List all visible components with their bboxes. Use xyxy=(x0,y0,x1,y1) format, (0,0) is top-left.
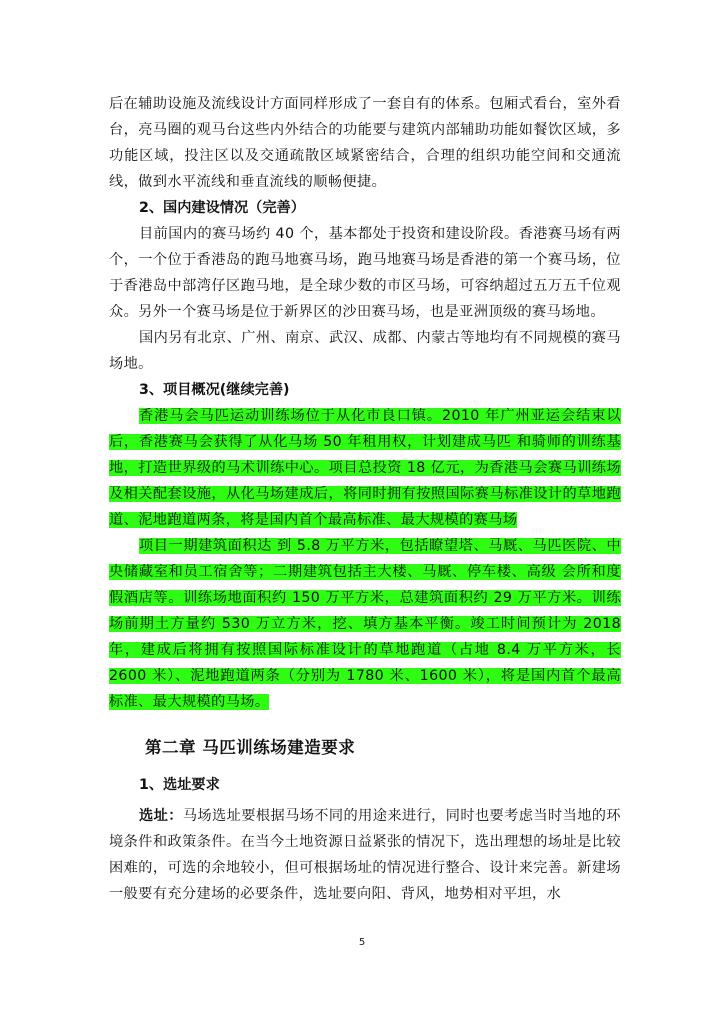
highlighted-paragraph-phases xyxy=(109,533,621,715)
paragraph-facilities: 后在辅助设施及流线设计方面同样形成了一套自有的体系。包厢式看台，室外看台，亮马圈的观马台这些内外结合的功能要与建筑内部辅助功能如餐饮区域，多功能区域，投注区以及交通疏散区域紧密结合，合理的组织功能空间和交通流线，做到水平流线和垂直流线的顺畅便捷。 xyxy=(109,96,621,190)
heading-domestic-construction: 2、国内建设情况（完善） xyxy=(139,200,305,216)
highlighted-text: 香港马会马匹运动训练场位于从化市良口镇。2010 年广州亚运会结束以后，香港赛马会获得了从化马场 50 年租用权，计划建成马匹 和骑师的训练基地，打造世界级的马术训练中心。项目总投资 18 亿元，为香港马会赛马训练场及相关配套设施，从化马场建成后，将同时拥有按照国际赛马标准设计的草地跑道、泥地跑道两条，将是国内首个最高标准、最大规模的赛马场 xyxy=(109,408,621,528)
chapter-title: 第二章 马匹训练场建造要求 xyxy=(145,738,356,757)
paragraph-site-selection xyxy=(109,803,621,907)
highlighted-text: 项目一期建筑面积达 到 5.8 万平方米，包括瞭望塔、马厩、马匹医院、中央储藏室和员工宿舍等；二期建筑包括主大楼、马厩、停车楼、高级 会所和度假酒店等。训练场地面积约 150 万平方米，总建筑面积约 29 万平方米。训练场前期土方量约 530 万立方米，挖、填方基本平衡。竣工时间预计为 2018 年，建成后将拥有按照国际标准设计的草地跑道（占地 8.4 万平方米，长 2600 米）、泥地跑道两条（分别为 1780 米、1600 米），将是国内首个最高标准、最大规模的马场。 xyxy=(109,538,621,710)
page-number: 5 xyxy=(358,937,366,948)
highlighted-paragraph-project xyxy=(109,403,621,533)
page-content xyxy=(109,91,621,907)
paragraph-domestic-racecourses: 目前国内的赛马场约 40 个，基本都处于投资和建设阶段。香港赛马场有两个，一个位于香港岛的跑马地赛马场，跑马地赛马场是香港的第一个赛马场，位于香港岛中部湾仔区跑马地，是全球少数的市区马场，可容纳超过五万五千位观众。另外一个赛马场是位于新界区的沙田赛马场，也是亚洲顶级的赛马场地。 xyxy=(109,226,621,320)
section-heading-site-selection: 1、选址要求 xyxy=(139,777,220,793)
paragraph-other-cities: 国内另有北京、广州、南京、武汉、成都、内蒙古等地均有不同规模的赛马场地。 xyxy=(109,330,621,372)
lead-term: 选址： xyxy=(139,808,183,824)
paragraph-body: 马场选址要根据马场不同的用途来进行，同时也要考虑当时当地的环境条件和政策条件。在当今土地资源日益紧张的情况下，选出理想的场址是比较困难的，可选的余地较小，但可根据场址的情况进行整合、设计来完善。新建场一般要有充分建场的必要条件，选址要向阳、背风，地势相对平坦，水 xyxy=(109,808,621,902)
heading-project-overview: 3、项目概况(继续完善) xyxy=(139,382,290,398)
